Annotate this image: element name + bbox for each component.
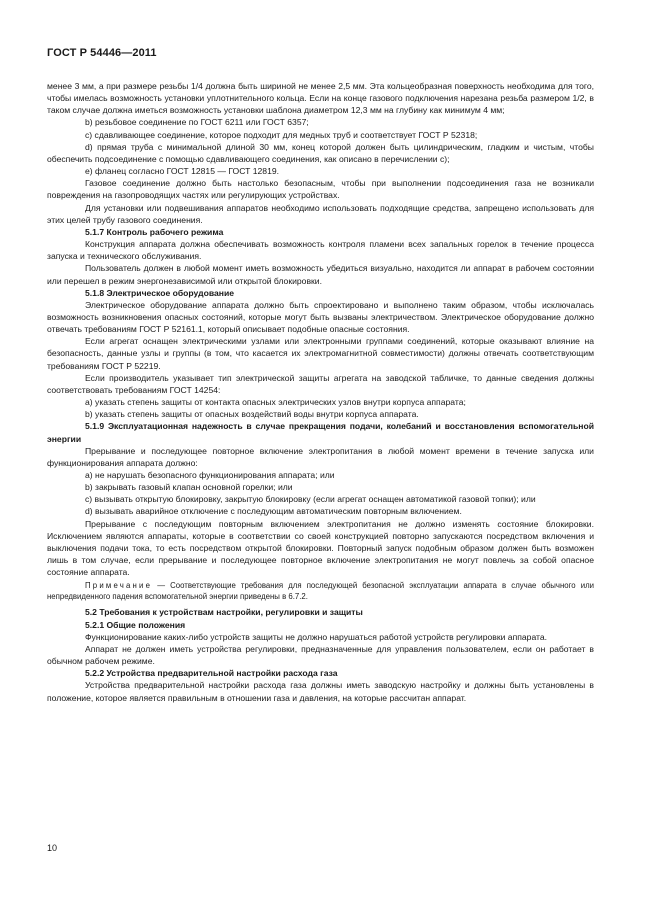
body-paragraph: e) фланец согласно ГОСТ 12815 — ГОСТ 12819. <box>85 166 280 177</box>
body-paragraph: a) указать степень защиты от контакта опасных электрических узлов внутри корпуса аппарата; <box>85 397 466 408</box>
body-paragraph: c) сдавливающее соединение, которое подходит для медных труб и соответствует ГОСТ Р 52318; <box>85 129 478 140</box>
body-paragraph: c) вызывать открытую блокировку, закрытую блокировку (если агрегат оснащен автоматикой газовой топки); или <box>85 494 536 505</box>
body-paragraph: b) резьбовое соединение по ГОСТ 6211 или ГОСТ 6357; <box>85 117 309 128</box>
page-number: 10 <box>47 843 58 853</box>
body-paragraph: Пользователь должен в любой момент иметь возможность убедиться визуально, находится ли аппарат в рабочем состоянии или перешел в режим энергонезависимой или открытой блокировки. <box>47 263 594 286</box>
body-paragraph: Если производитель указывает тип электрической защиты агрегата на заводской табличке, то данные сведения должны соответствовать требованиям ГОСТ 14254: <box>47 372 594 395</box>
standard-header: ГОСТ Р 54446—2011 <box>47 47 157 59</box>
body-paragraph: Газовое соединение должно быть настолько безопасным, чтобы при выполнении подсоединения газа не возникали повреждения на газопроводящих частях или регулирующих устройствах. <box>47 178 594 201</box>
body-paragraph: d) вызывать аварийное отключение с последующим автоматическим повторным включением. <box>85 506 462 517</box>
body-paragraph: Для установки или подвешивания аппаратов необходимо использовать подходящие средства, запрещено использовать для этих целей трубу газового соединения. <box>47 202 594 225</box>
section-heading: 5.1.7 Контроль рабочего режима <box>85 226 224 237</box>
body-paragraph: Аппарат не должен иметь устройства регулировки, предназначенные для управления пользователем, если он работает в обычном рабочем режиме. <box>47 643 594 667</box>
section-heading: 5.1.8 Электрическое оборудование <box>85 287 235 298</box>
body-paragraph: b) указать степень защиты от опасных воздействий воды внутри корпуса аппарата. <box>85 409 419 420</box>
section-heading: 5.2.2 Устройства предварительной настройки расхода газа <box>85 668 338 679</box>
document-body <box>47 80 594 704</box>
body-paragraph: a) не нарушать безопасного функционирования аппарата; или <box>85 470 335 480</box>
section-heading: 5.2 Требования к устройствам настройки, регулировки и защиты <box>85 607 363 618</box>
section-heading: 5.1.9 Эксплуатационная надежность в случае прекращения подачи, колебаний и восстановления вспомогательной энергии <box>47 421 594 444</box>
body-paragraph: Устройства предварительной настройки расхода газа должны иметь заводскую настройку и должны быть установлены в положение, которое является правильным в отношении газа и давления, на которые рассчитан аппарат. <box>47 680 594 703</box>
body-paragraph: Если агрегат оснащен электрическими узлами или электронными группами соединений, которые оказывают влияние на безопасность, данные узлы и группы (в том, что касается их электромагнитной совместимости) должны отвечать соответствующим требованиям ГОСТ Р 52219. <box>47 336 594 371</box>
body-paragraph: Прерывание с последующим повторным включением электропитания не должно изменять состояние блокировки. Исключением являются аппараты, которые в соответствии со своей конструкцией повторно запускаются посредством включения и выключения подачи тока, то есть посредством открытой блокировки. Повторный запуск подобным образом должен быть возможен лишь в том случае, если прерывание и последующее повторное включение электропитания не могут повлечь за собой опасное состояние аппарата. <box>47 518 594 578</box>
note-text: — Соответствующие требования для последующей безопасной эксплуатации аппарата в случае обычного или непредвиденного падения вспомогательной энергии приведены в 6.7.2. <box>47 581 594 602</box>
section-heading: 5.2.1 Общие положения <box>85 619 186 630</box>
body-section-2 <box>47 606 594 703</box>
body-paragraph: b) закрывать газовый клапан основной горелки; или <box>85 482 293 493</box>
note-paragraph <box>47 580 594 602</box>
note-label: Примечание <box>85 581 153 591</box>
body-paragraph: Прерывание и последующее повторное включение электропитания в любой момент времени в течение запуска или функционирования аппарата должно: <box>47 445 594 468</box>
body-section-1 <box>47 80 594 578</box>
body-paragraph: Электрическое оборудование аппарата должно быть спроектировано и выполнено таким образом, чтобы исключалась возможность возникновения опасных состояний, которые могут быть вызваны электричеством. Электрическое оборудование должно отвечать требованиям ГОСТ Р 52161.1, который описывает подобные опасные состояния. <box>47 299 594 335</box>
body-paragraph: d) прямая труба с минимальной длиной 30 мм, конец которой должен быть цилиндрическим, гладким и чистым, чтобы обеспечить подсоединение с помощью сдавливающего соединения, как описано в перечислении c); <box>47 141 594 164</box>
body-paragraph: менее 3 мм, а при размере резьбы 1/4 должна быть шириной не менее 2,5 мм. Эта кольцеобразная поверхность необходима для того, чтобы имелась возможность установки уплотнительного кольца. Если на конце газового подключения нарезана резьба размером 1/2, в таком случае должна иметься возможность установки шаблона диаметром 12,3 мм на глубину как минимум 4 мм; <box>47 81 594 116</box>
body-paragraph: Функционирование каких-либо устройств защиты не должно нарушаться работой устройств регулировки аппарата. <box>85 631 548 642</box>
body-paragraph: Конструкция аппарата должна обеспечивать возможность контроля пламени всех запальных горелок в течение процесса запуска и технического обслуживания. <box>47 239 594 262</box>
